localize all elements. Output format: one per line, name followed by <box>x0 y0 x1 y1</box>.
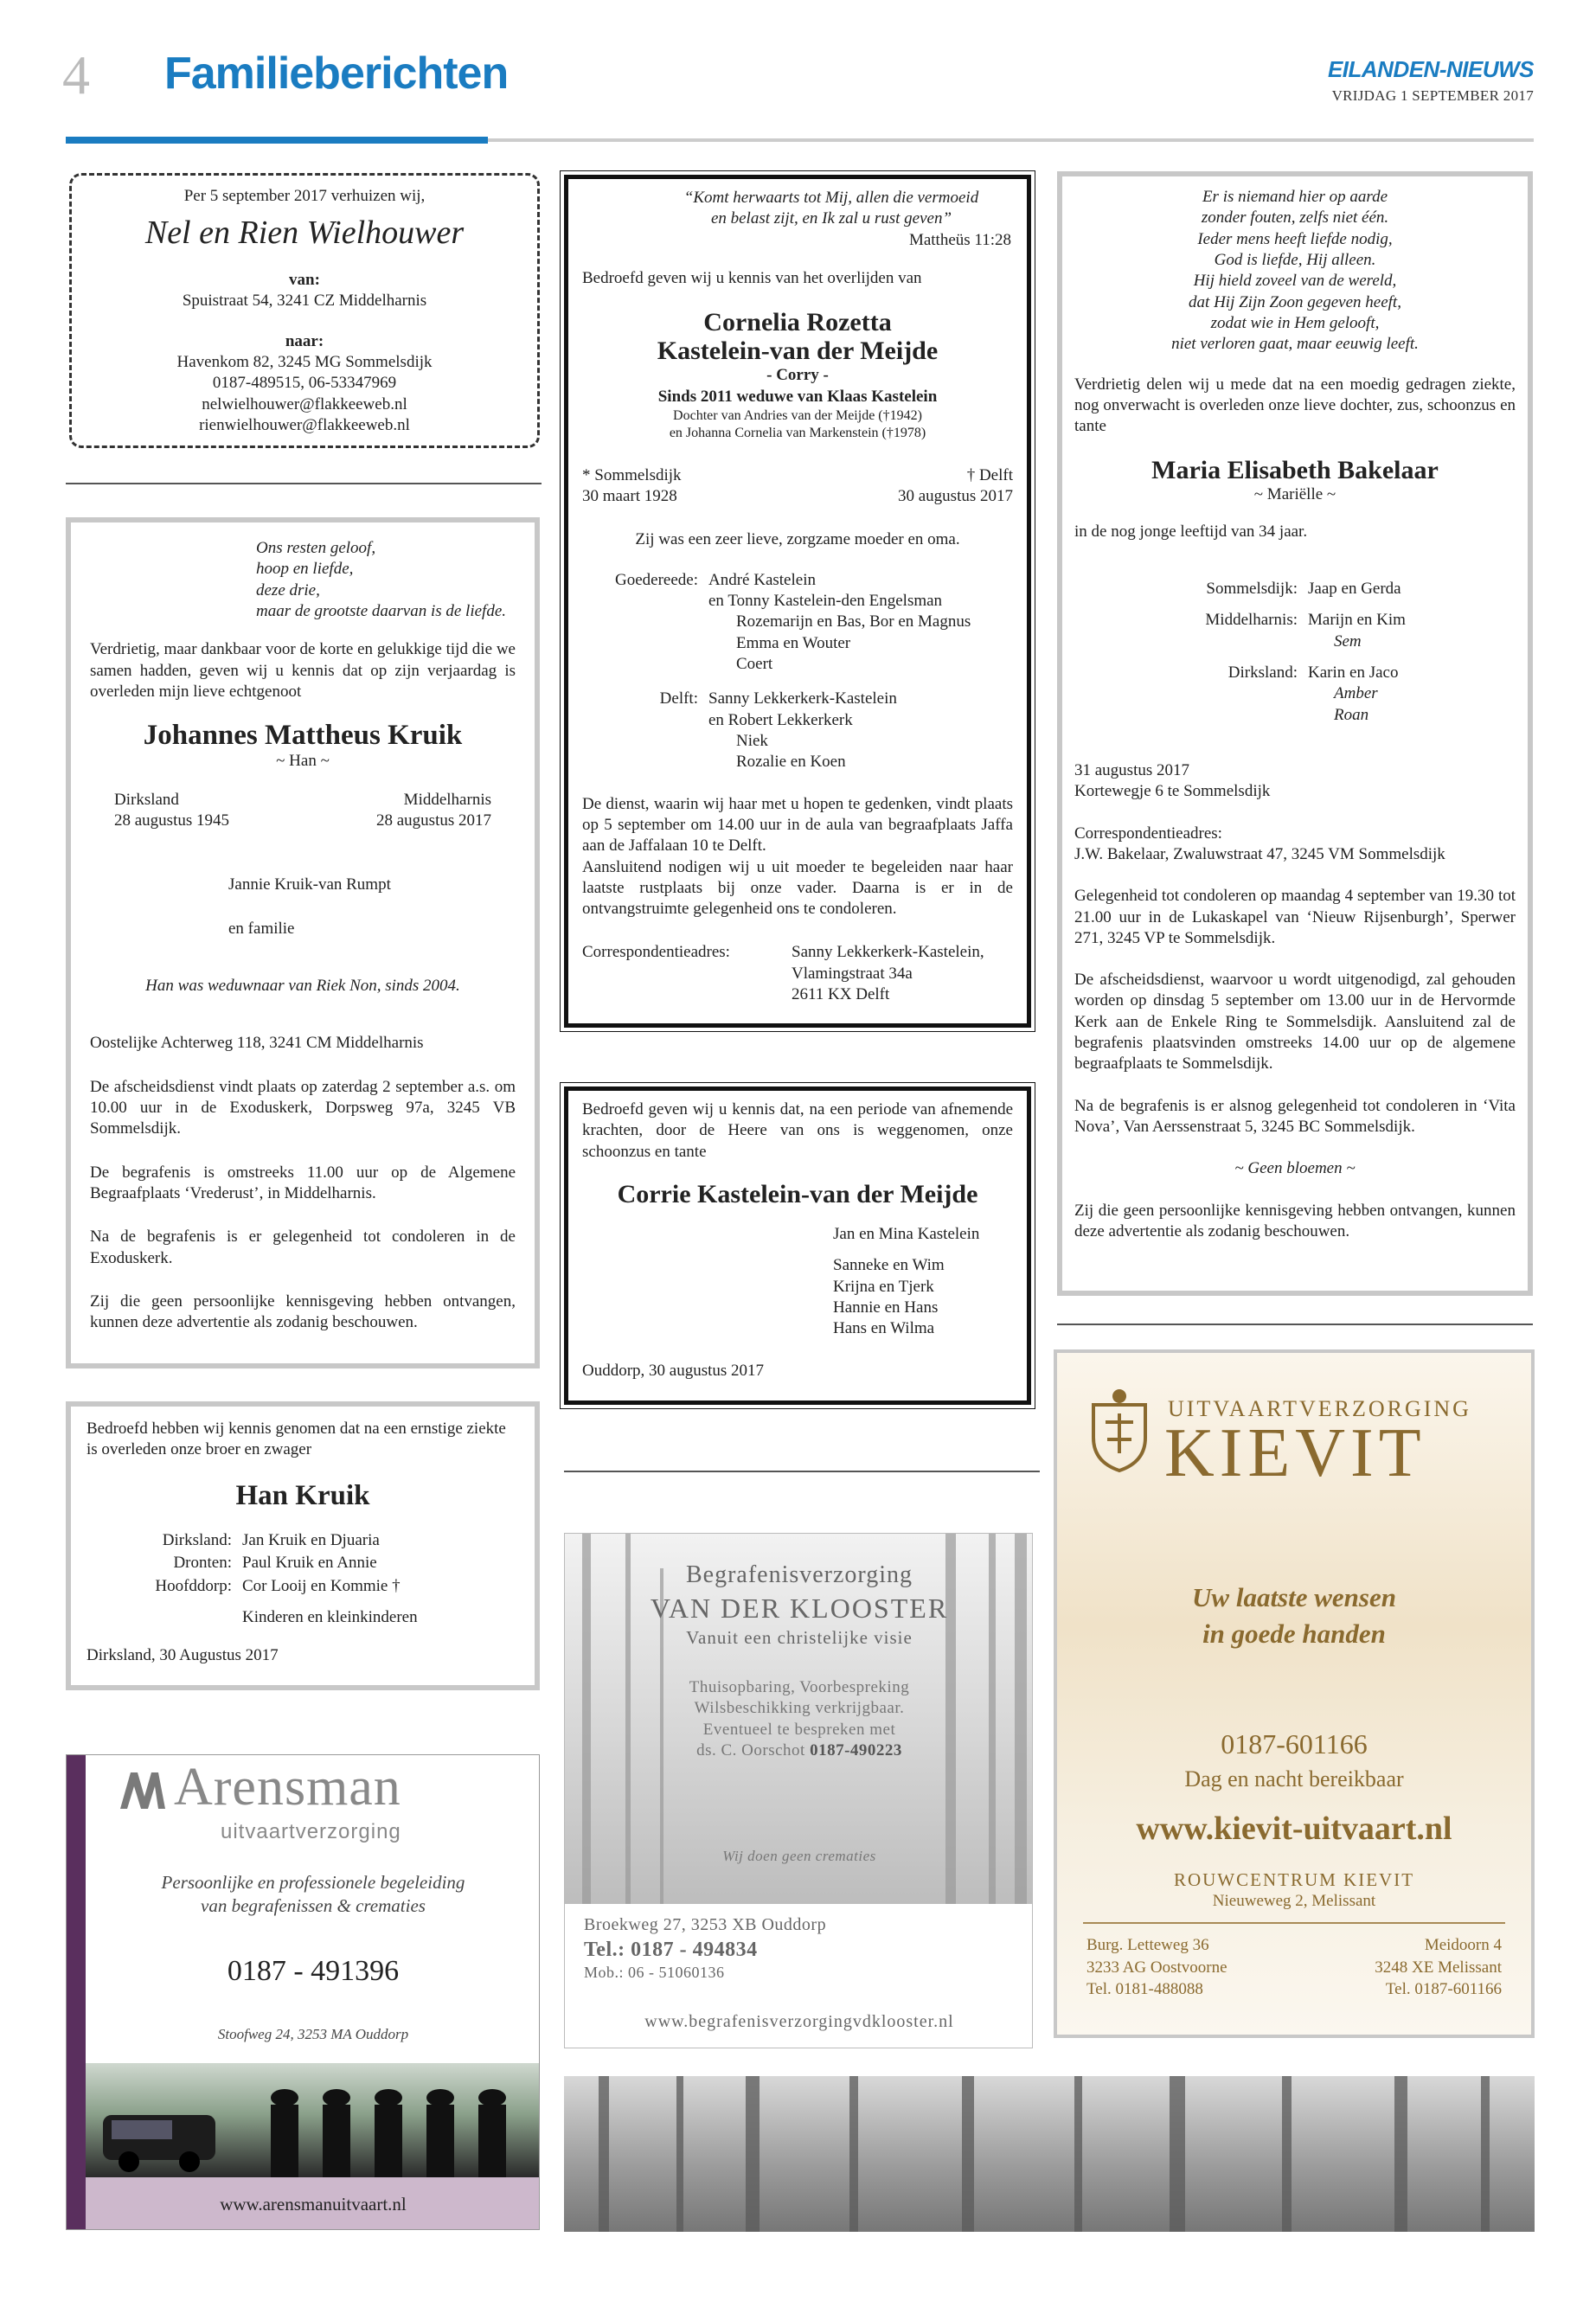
wielhouwer-to-address: Havenkom 82, 3245 MG Sommelsdijk <box>176 352 433 371</box>
klooster-mob: Mob.: 06 - 51060136 <box>584 1964 725 1982</box>
corr-line: 2611 KX Delft <box>792 985 890 1004</box>
family-place: Middelharnis: <box>1205 611 1298 630</box>
hearse-procession-icon <box>86 2063 540 2177</box>
arensman-logo-icon <box>119 1767 167 1811</box>
corr-label: Correspondentieadres: <box>582 943 730 962</box>
location-line: 3233 AG Oostvoorne <box>1086 1958 1227 1977</box>
header-rule <box>488 138 1534 142</box>
family-place: Dirksland: <box>1227 663 1298 682</box>
klooster-line-3: Vanuit een christelijke visie <box>686 1626 913 1648</box>
corr-line: Sanny Lekkerkerk-Kastelein, <box>792 943 984 962</box>
column-divider <box>1057 1324 1533 1325</box>
family-place: Goedereede: <box>615 570 698 589</box>
publication-logo: EILANDEN-NIEUWS <box>1327 56 1534 82</box>
tagline-line: Persoonlijke en professionele begeleiding <box>161 1872 465 1893</box>
arensman-phone: 0187 - 491396 <box>227 1955 400 1987</box>
bakelaar-family-table <box>1074 579 1516 726</box>
klooster-address: Broekweg 27, 3253 XB Ouddorp <box>584 1915 827 1934</box>
contact-name: ds. C. Oorschot <box>696 1740 805 1759</box>
bakelaar-address: Kortewegje 6 te Sommelsdijk <box>1074 782 1271 801</box>
cornelia-quote <box>582 188 1013 251</box>
birth-date: 28 augustus 1945 <box>114 811 229 830</box>
service-line: Thuisopbaring, Voorbespreking <box>689 1678 910 1696</box>
notice-wielhouwer <box>69 173 540 448</box>
family-line: Coert <box>736 655 773 673</box>
family-names: Jan Kruik en Djuaria <box>242 1530 380 1549</box>
wielhouwer-to-label: naar: <box>285 331 324 350</box>
bakelaar-date: 31 augustus 2017 <box>1074 760 1189 779</box>
kruik-burial: De begrafenis is omstreeks 11.00 uur op de Algemene Begraafplaats ‘Vrederust’, in Middelharnis. <box>90 1163 516 1202</box>
han-children: Kinderen en kleinkinderen <box>242 1607 418 1626</box>
kruik-name: Johannes Mattheus Kruik <box>143 720 463 752</box>
cornelia-dates <box>582 465 1013 508</box>
poem-line: Er is niemand hier op aarde <box>1202 188 1388 206</box>
family-place: Dirksland: <box>162 1530 232 1549</box>
kruik-nickname: ~ Han ~ <box>276 752 330 771</box>
wielhouwer-email-1: nelwielhouwer@flakkeeweb.nl <box>202 394 407 413</box>
family-line: Hans en Wilma <box>833 1319 935 1338</box>
kievit-url[interactable]: www.kievit-uitvaart.nl <box>1136 1811 1452 1847</box>
kievit-divider <box>1083 1922 1505 1924</box>
family-names: Paul Kruik en Annie <box>242 1554 377 1573</box>
cornelia-intro: Bedroefd geven wij u kennis van het overlijden van <box>582 268 922 287</box>
kruik-address: Oostelijke Achterweg 118, 3241 CM Middelharnis <box>90 1034 424 1053</box>
family-line: André Kastelein <box>708 570 816 589</box>
bakelaar-age: in de nog jonge leeftijd van 34 jaar. <box>1074 522 1308 541</box>
bakelaar-corr-label: Correspondentieadres: <box>1074 824 1222 843</box>
kievit-availability: Dag en nacht bereikbaar <box>1184 1766 1404 1791</box>
family-names: Cor Looij en Kommie † <box>242 1576 401 1595</box>
cornelia-invite: Aansluitend nodigen wij u uit moeder te begeleiden naar haar laatste rustplaats bij onze vader. Daarna is er in de ontvangstruimte gelegenheid ons te condoleren. <box>582 857 1013 919</box>
death-date: 28 augustus 2017 <box>376 811 491 830</box>
bakelaar-flowers: ~ Geen bloemen ~ <box>1234 1159 1356 1178</box>
notice-cornelia-kastelein <box>564 175 1031 1028</box>
cornelia-tribute: Zij was een zeer lieve, zorgzame moeder en oma. <box>635 530 960 549</box>
family-names <box>708 570 1013 676</box>
kruik-poem <box>90 538 516 622</box>
kievit-crest-icon <box>1083 1388 1156 1474</box>
corrie-family-1: Jan en Mina Kastelein <box>833 1224 980 1243</box>
poem-line: Hij hield zoveel van de wereld, <box>1193 272 1397 291</box>
forest-trees-icon <box>564 2076 1535 2232</box>
family-line: Niek <box>736 731 768 750</box>
family-place: Dronten: <box>173 1554 232 1573</box>
family-line: en Robert Lekkerkerk <box>708 710 853 729</box>
bakelaar-poem <box>1074 187 1516 356</box>
poem-line: zodat wie in Hem gelooft, <box>1210 313 1380 332</box>
cornelia-correspondence <box>582 942 1013 1005</box>
klooster-services <box>565 1677 1033 1761</box>
family-line: Karin en Jaco <box>1308 663 1399 682</box>
location-line: Tel. 0181-488088 <box>1086 1980 1203 1999</box>
klooster-contact <box>565 1740 1033 1761</box>
kruik-family: en familie <box>228 919 295 938</box>
klooster-heading <box>565 1560 1033 1650</box>
family-child: Amber <box>1334 684 1378 703</box>
family-line: Rozemarijn en Bas, Bor en Magnus <box>736 612 971 631</box>
location-line: Meidoorn 4 <box>1424 1936 1502 1954</box>
bakelaar-intro: Verdrietig delen wij u mede dat na een moedig gedragen ziekte, nog onverwacht is overleden onze lieve dochter, zus, schoonzus en tante <box>1074 375 1516 436</box>
ad-kievit <box>1054 1349 1535 2038</box>
kievit-big-title: KIEVIT <box>1164 1415 1426 1491</box>
page-number: 4 <box>62 44 90 106</box>
han-intro: Bedroefd hebben wij kennis genomen dat na een ernstige ziekte is overleden onze broer en zwager <box>87 1420 506 1459</box>
bakelaar-corr: J.W. Bakelaar, Zwaluwstraat 47, 3245 VM Sommelsdijk <box>1074 844 1445 863</box>
kruik-widower: Han was weduwnaar van Riek Non, sinds 2004. <box>145 977 460 996</box>
location-line: 3248 XE Melissant <box>1375 1958 1502 1977</box>
family-line: Rozalie en Koen <box>736 753 846 772</box>
family-place: Sommelsdijk: <box>1206 580 1298 599</box>
klooster-url[interactable]: www.begrafenisverzorgingvdklooster.nl <box>644 2012 954 2031</box>
death-date: 30 augustus 2017 <box>898 487 1013 506</box>
quote-reference: Mattheüs 11:28 <box>908 230 1011 249</box>
kruik-intro: Verdrietig, maar dankbaar voor de korte en gelukkige tijd die we samen hadden, geven wij u kennis dat op zijn verjaardag is overleden mijn lieve echtgenoot <box>90 640 516 701</box>
bakelaar-service: De afscheidsdienst, waarvoor u wordt uitgenodigd, zal gehouden worden op dinsdag 5 september om 13.00 uur in de Hervormde Kerk aan de Enkele Ring te Sommelsdijk. Aansluitend zal de begrafenis plaatsvinden omstreeks 14.00 uur op de algemene begraafplaats te Sommelsdijk. <box>1074 971 1516 1074</box>
klooster-line-1: Begrafenisverzorging <box>685 1561 913 1588</box>
poem-line: God is liefde, Hij alleen. <box>1214 250 1376 269</box>
poem-line: hoop en liefde, <box>256 560 354 579</box>
service-line: Eventueel te bespreken met <box>702 1720 896 1739</box>
quote-line: “Komt herwaarts tot Mij, allen die vermoeid <box>683 189 979 207</box>
cornelia-name-1: Cornelia Rozetta <box>703 308 892 337</box>
column-divider <box>66 483 542 484</box>
corrie-name: Corrie Kastelein-van der Meijde <box>617 1179 978 1208</box>
column-divider <box>564 1471 1040 1472</box>
ad-side-bar <box>67 1755 86 2230</box>
section-title: Familieberichten <box>164 48 509 99</box>
quote-line: en belast zijt, en Ik zal u rust geven” <box>710 209 952 228</box>
arensman-url[interactable]: www.arensmanuitvaart.nl <box>86 2177 540 2230</box>
issue-date: VRIJDAG 1 SEPTEMBER 2017 <box>1331 87 1534 104</box>
location-line: Tel. 0187-601166 <box>1385 1980 1502 1999</box>
bakelaar-notice: Zij die geen persoonlijke kennisgeving hebben ontvangen, kunnen deze advertentie als zodanig beschouwen. <box>1074 1201 1516 1240</box>
slogan-line: in goede handen <box>1202 1618 1386 1649</box>
kruik-wife: Jannie Kruik-van Rumpt <box>228 875 391 894</box>
family-names <box>708 689 1013 772</box>
notice-han-kruik <box>66 1401 540 1690</box>
family-names: Jaap en Gerda <box>1308 580 1401 599</box>
arensman-tagline <box>86 1871 540 1918</box>
ad-van-der-klooster <box>564 1533 1033 2048</box>
klooster-no-cremation: Wij doen geen crematies <box>722 1848 876 1864</box>
poem-line: maar de grootste daarvan is de liefde. <box>256 601 507 620</box>
cornelia-daughter-1: Dochter van Andries van der Meijde (†1942) <box>673 407 922 423</box>
wielhouwer-phones: 0187-489515, 06-53347969 <box>212 374 397 393</box>
arensman-logo-text: Arensman <box>174 1758 401 1817</box>
location-line: Burg. Letteweg 36 <box>1086 1936 1209 1954</box>
birth-date: 30 maart 1928 <box>582 487 677 506</box>
bakelaar-name: Maria Elisabeth Bakelaar <box>1151 456 1439 485</box>
cornelia-name-2: Kastelein-van der Meijde <box>657 336 939 366</box>
family-place: Hoofddorp: <box>155 1576 232 1595</box>
poem-line: niet verloren gaat, maar eeuwig leeft. <box>1171 335 1419 354</box>
corrie-family-2 <box>582 1255 1013 1339</box>
cornelia-widow: Sinds 2011 weduwe van Klaas Kastelein <box>657 387 938 406</box>
han-family-table <box>87 1530 519 1597</box>
poem-line: deze drie, <box>256 580 320 599</box>
service-line: Wilsbeschikking verkrijgbaar. <box>694 1699 905 1718</box>
klooster-contact-block <box>584 1914 1016 1983</box>
family-child: Sem <box>1334 631 1362 651</box>
kruik-dates <box>90 790 516 832</box>
notice-maria-bakelaar <box>1057 171 1533 1296</box>
family-place: Delft: <box>659 689 698 708</box>
wielhouwer-intro: Per 5 september 2017 verhuizen wij, <box>183 187 426 205</box>
birth-place: * Sommelsdijk <box>582 465 682 484</box>
han-name: Han Kruik <box>235 1479 370 1511</box>
poem-line: Ieder mens heeft liefde nodig, <box>1197 229 1393 248</box>
kruik-notice: Zij die geen persoonlijke kennisgeving hebben ontvangen, kunnen deze advertentie als zodanig beschouwen. <box>90 1292 516 1332</box>
arensman-address: Stoofweg 24, 3253 MA Ouddorp <box>217 2026 409 2042</box>
contact-phone: 0187-490223 <box>810 1740 902 1759</box>
klooster-tel: Tel.: 0187 - 494834 <box>584 1938 758 1961</box>
bakelaar-condole: Gelegenheid tot condoleren op maandag 4 september van 19.30 tot 21.00 uur in de Lukaskapel van ‘Nieuw Rijsenburgh’, Sperwer 271, 3245 VP te Sommelsdijk. <box>1074 887 1516 947</box>
arensman-subtitle: uitvaartverzorging <box>221 1820 401 1843</box>
header-rule-accent <box>66 137 488 144</box>
poem-line: Ons resten geloof, <box>256 539 376 557</box>
cornelia-daughter-2: en Johanna Cornelia van Markenstein (†1978) <box>669 426 926 441</box>
han-dateline: Dirksland, 30 Augustus 2017 <box>87 1646 279 1665</box>
poem-line: zonder fouten, zelfs niet één. <box>1201 208 1389 228</box>
corrie-intro: Bedroefd geven wij u kennis dat, na een periode van afnemende krachten, door de Heere van ons is weggenomen, onze schoonzus en tante <box>582 1100 1013 1161</box>
cornelia-family-table <box>582 570 1013 773</box>
wielhouwer-from-address: Spuistraat 54, 3241 CZ Middelharnis <box>182 292 427 311</box>
poem-line: dat Hij Zijn Zoon gegeven heeft, <box>1189 292 1401 311</box>
corrie-dateline: Ouddorp, 30 augustus 2017 <box>582 1361 765 1380</box>
notice-johannes-kruik <box>66 517 540 1368</box>
kruik-service: De afscheidsdienst vindt plaats op zaterdag 2 september a.s. om 10.00 uur in de Exoduskerk, Dorpsweg 97a, 3245 VB Sommelsdijk. <box>90 1077 516 1138</box>
slogan-line: Uw laatste wensen <box>1192 1582 1396 1612</box>
klooster-line-2: VAN DER KLOOSTER <box>650 1592 949 1624</box>
forest-banner-photo <box>564 2076 1535 2232</box>
bakelaar-nickname: ~ Mariëlle ~ <box>1253 485 1336 504</box>
family-line: Sanny Lekkerkerk-Kastelein <box>708 689 897 708</box>
family-line: Krijna en Tjerk <box>833 1277 934 1296</box>
kruik-condolence: Na de begrafenis is er gelegenheid tot condoleren in de Exoduskerk. <box>90 1227 516 1267</box>
family-line: Hannie en Hans <box>833 1298 939 1317</box>
corr-line: Vlamingstraat 34a <box>792 964 913 983</box>
family-line: en Tonny Kastelein-den Engelsman <box>708 592 943 611</box>
cornelia-nickname: - Corry - <box>766 366 829 385</box>
tagline-line: van begrafenissen & crematies <box>201 1894 426 1916</box>
kievit-phone: 0187-601166 <box>1221 1728 1368 1759</box>
wielhouwer-from-label: van: <box>289 270 320 289</box>
kievit-center: ROUWCENTRUM KIEVIT <box>1173 1869 1415 1890</box>
family-line: Emma en Wouter <box>736 633 851 652</box>
family-child: Roan <box>1334 705 1369 724</box>
kievit-small-title: UITVAARTVERZORGING <box>1168 1396 1471 1421</box>
wielhouwer-names: Nel en Rien Wielhouwer <box>144 215 465 252</box>
family-line: Marijn en Kim <box>1308 611 1406 630</box>
ad-arensman <box>66 1754 540 2230</box>
notice-corrie-kastelein <box>564 1086 1031 1405</box>
kievit-location-left <box>1086 1934 1227 2001</box>
death-place: † Delft <box>966 465 1013 484</box>
kievit-location-right <box>1375 1934 1502 2001</box>
birth-place: Dirksland <box>114 790 179 809</box>
wielhouwer-email-2: rienwielhouwer@flakkeeweb.nl <box>199 415 410 434</box>
family-names <box>1308 663 1516 726</box>
bakelaar-after: Na de begrafenis is er alsnog gelegenheid tot condoleren in ‘Vita Nova’, Van Aerssenstraat 5, 3245 BC Sommelsdijk. <box>1074 1096 1516 1136</box>
family-names <box>1308 610 1516 652</box>
arensman-photo <box>86 2063 540 2177</box>
kievit-center-address: Nieuweweg 2, Melissant <box>1212 1892 1376 1910</box>
death-place: Middelharnis <box>403 790 491 809</box>
kievit-slogan <box>1057 1580 1531 1652</box>
cornelia-service: De dienst, waarin wij haar met u hopen te gedenken, vindt plaats op 5 september om 14.00 uur in de aula van begraafplaats Jaffa aan de Jaffalaan 10 te Delft. <box>582 794 1013 856</box>
family-line: Sanneke en Wim <box>833 1256 945 1275</box>
